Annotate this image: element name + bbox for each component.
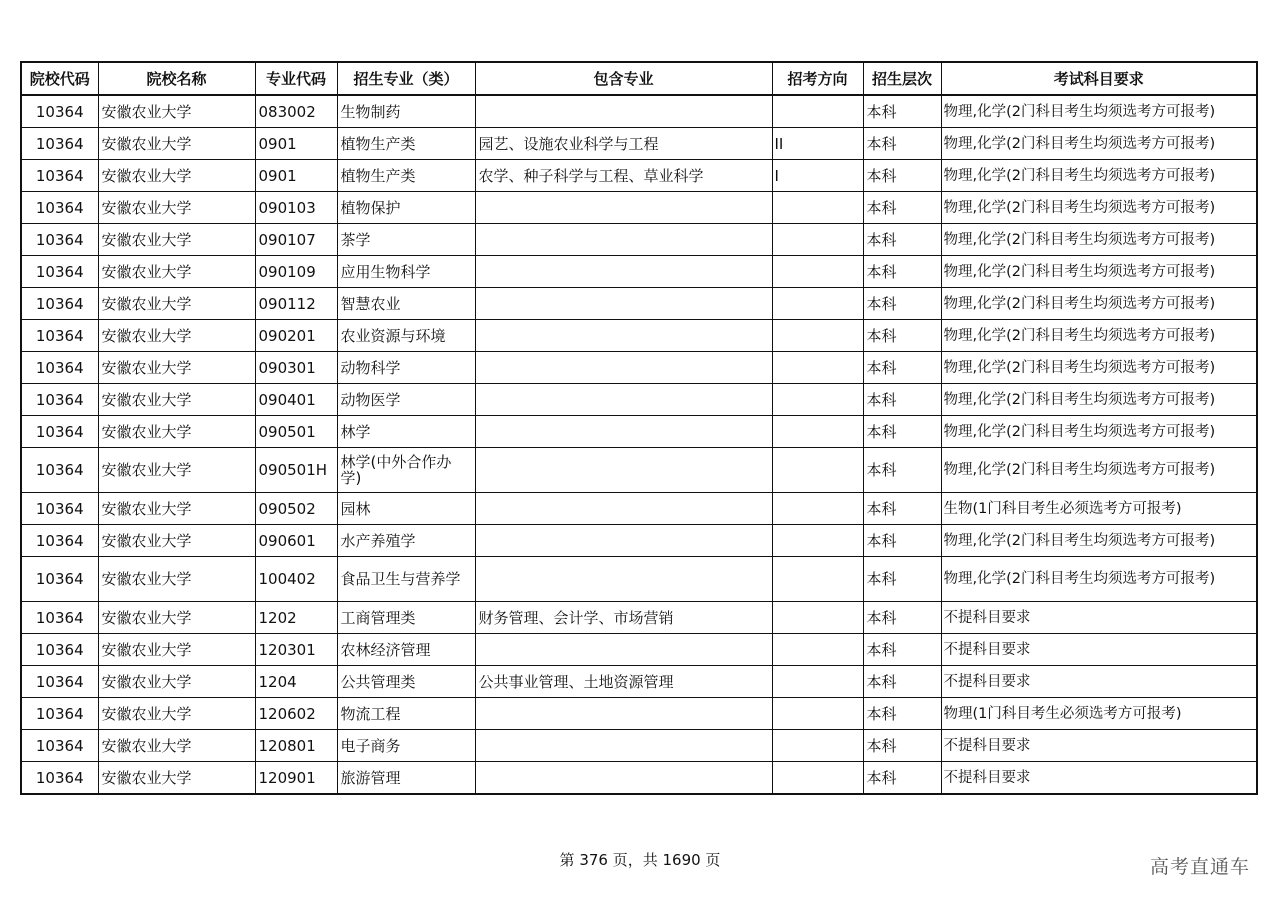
direction-cell	[772, 384, 863, 416]
school-code-cell: 10364	[21, 384, 98, 416]
level-cell: 本科	[863, 128, 941, 160]
major-name-cell: 旅游管理	[337, 762, 475, 795]
school-name-cell: 安徽农业大学	[98, 448, 255, 493]
school-name-cell: 安徽农业大学	[98, 95, 255, 128]
included-majors-cell	[475, 557, 772, 602]
school-code-cell: 10364	[21, 666, 98, 698]
school-code-cell: 10364	[21, 288, 98, 320]
school-code-cell: 10364	[21, 698, 98, 730]
included-majors-cell	[475, 634, 772, 666]
subject-requirement-cell: 物理,化学(2门科目考生均须选考方可报考)	[941, 95, 1257, 128]
school-name-cell: 安徽农业大学	[98, 557, 255, 602]
included-majors-cell: 农学、种子科学与工程、草业科学	[475, 160, 772, 192]
school-code-cell: 10364	[21, 557, 98, 602]
major-name-cell: 工商管理类	[337, 602, 475, 634]
major-code-cell: 090601	[255, 525, 337, 557]
major-code-cell: 1202	[255, 602, 337, 634]
included-majors-cell	[475, 730, 772, 762]
level-cell: 本科	[863, 256, 941, 288]
table-row	[21, 730, 1257, 762]
school-code-cell: 10364	[21, 493, 98, 525]
table-row	[21, 448, 1257, 493]
school-name-cell: 安徽农业大学	[98, 320, 255, 352]
subject-requirement-cell: 物理,化学(2门科目考生均须选考方可报考)	[941, 448, 1257, 493]
included-majors-cell: 公共事业管理、土地资源管理	[475, 666, 772, 698]
included-majors-cell	[475, 448, 772, 493]
school-name-cell: 安徽农业大学	[98, 493, 255, 525]
major-name-cell: 茶学	[337, 224, 475, 256]
school-name-cell: 安徽农业大学	[98, 256, 255, 288]
major-code-cell: 1204	[255, 666, 337, 698]
included-majors-cell	[475, 525, 772, 557]
major-code-cell: 090502	[255, 493, 337, 525]
subject-requirement-cell: 不提科目要求	[941, 730, 1257, 762]
level-cell: 本科	[863, 557, 941, 602]
major-code-cell: 090103	[255, 192, 337, 224]
included-majors-cell	[475, 698, 772, 730]
level-cell: 本科	[863, 762, 941, 795]
major-name-cell: 动物科学	[337, 352, 475, 384]
school-code-cell: 10364	[21, 602, 98, 634]
included-majors-cell	[475, 416, 772, 448]
table-row	[21, 256, 1257, 288]
table-row	[21, 666, 1257, 698]
subject-requirement-cell: 物理,化学(2门科目考生均须选考方可报考)	[941, 416, 1257, 448]
level-cell: 本科	[863, 192, 941, 224]
school-name-cell: 安徽农业大学	[98, 602, 255, 634]
school-code-cell: 10364	[21, 160, 98, 192]
school-code-cell: 10364	[21, 192, 98, 224]
direction-cell	[772, 192, 863, 224]
table-row	[21, 160, 1257, 192]
direction-cell	[772, 493, 863, 525]
major-name-cell: 物流工程	[337, 698, 475, 730]
major-code-cell: 090201	[255, 320, 337, 352]
major-name-cell: 农业资源与环境	[337, 320, 475, 352]
school-name-cell: 安徽农业大学	[98, 160, 255, 192]
subject-requirement-cell: 物理,化学(2门科目考生均须选考方可报考)	[941, 256, 1257, 288]
major-code-cell: 120602	[255, 698, 337, 730]
direction-cell	[772, 416, 863, 448]
direction-cell	[772, 602, 863, 634]
subject-requirement-cell: 不提科目要求	[941, 666, 1257, 698]
table-row	[21, 128, 1257, 160]
major-code-cell: 083002	[255, 95, 337, 128]
major-name-cell: 动物医学	[337, 384, 475, 416]
school-name-cell: 安徽农业大学	[98, 416, 255, 448]
included-majors-cell	[475, 320, 772, 352]
direction-cell	[772, 95, 863, 128]
major-code-cell: 090109	[255, 256, 337, 288]
school-name-cell: 安徽农业大学	[98, 224, 255, 256]
major-name-cell: 生物制药	[337, 95, 475, 128]
direction-cell	[772, 634, 863, 666]
direction-cell	[772, 288, 863, 320]
major-name-cell: 植物生产类	[337, 128, 475, 160]
header-included-majors: 包含专业	[475, 62, 772, 95]
header-school-name: 院校名称	[98, 62, 255, 95]
major-name-cell: 食品卫生与营养学	[337, 557, 475, 602]
major-code-cell: 0901	[255, 128, 337, 160]
table-row	[21, 224, 1257, 256]
direction-cell	[772, 320, 863, 352]
major-code-cell: 120801	[255, 730, 337, 762]
header-major-name: 招生专业（类）	[337, 62, 475, 95]
major-name-cell: 植物保护	[337, 192, 475, 224]
included-majors-cell	[475, 762, 772, 795]
school-name-cell: 安徽农业大学	[98, 192, 255, 224]
level-cell: 本科	[863, 95, 941, 128]
direction-cell	[772, 557, 863, 602]
school-name-cell: 安徽农业大学	[98, 128, 255, 160]
level-cell: 本科	[863, 416, 941, 448]
subject-requirement-cell: 物理,化学(2门科目考生均须选考方可报考)	[941, 128, 1257, 160]
table-row	[21, 634, 1257, 666]
included-majors-cell	[475, 493, 772, 525]
table-row	[21, 95, 1257, 128]
major-name-cell: 电子商务	[337, 730, 475, 762]
header-subject-requirement: 考试科目要求	[941, 62, 1257, 95]
table-row	[21, 698, 1257, 730]
subject-requirement-cell: 物理,化学(2门科目考生均须选考方可报考)	[941, 224, 1257, 256]
school-name-cell: 安徽农业大学	[98, 762, 255, 795]
direction-cell	[772, 448, 863, 493]
direction-cell	[772, 698, 863, 730]
major-name-cell: 园林	[337, 493, 475, 525]
school-code-cell: 10364	[21, 320, 98, 352]
subject-requirement-cell: 生物(1门科目考生必须选考方可报考)	[941, 493, 1257, 525]
direction-cell: II	[772, 128, 863, 160]
header-major-code: 专业代码	[255, 62, 337, 95]
level-cell: 本科	[863, 352, 941, 384]
included-majors-cell: 园艺、设施农业科学与工程	[475, 128, 772, 160]
subject-requirement-cell: 物理,化学(2门科目考生均须选考方可报考)	[941, 320, 1257, 352]
major-name-cell: 水产养殖学	[337, 525, 475, 557]
direction-cell	[772, 730, 863, 762]
majors-table	[20, 61, 1258, 795]
major-name-cell: 林学(中外合作办学)	[337, 448, 475, 493]
school-name-cell: 安徽农业大学	[98, 525, 255, 557]
table-row	[21, 288, 1257, 320]
subject-requirement-cell: 物理(1门科目考生必须选考方可报考)	[941, 698, 1257, 730]
included-majors-cell	[475, 384, 772, 416]
major-code-cell: 120301	[255, 634, 337, 666]
school-code-cell: 10364	[21, 95, 98, 128]
major-code-cell: 090112	[255, 288, 337, 320]
level-cell: 本科	[863, 666, 941, 698]
watermark: 高考直通车	[1149, 856, 1250, 878]
level-cell: 本科	[863, 384, 941, 416]
direction-cell	[772, 352, 863, 384]
included-majors-cell	[475, 224, 772, 256]
major-name-cell: 应用生物科学	[337, 256, 475, 288]
level-cell: 本科	[863, 448, 941, 493]
table-row	[21, 320, 1257, 352]
table-body	[21, 95, 1257, 794]
major-code-cell: 090401	[255, 384, 337, 416]
school-code-cell: 10364	[21, 525, 98, 557]
major-code-cell: 0901	[255, 160, 337, 192]
school-name-cell: 安徽农业大学	[98, 288, 255, 320]
subject-requirement-cell: 物理,化学(2门科目考生均须选考方可报考)	[941, 557, 1257, 602]
level-cell: 本科	[863, 493, 941, 525]
school-name-cell: 安徽农业大学	[98, 352, 255, 384]
major-name-cell: 智慧农业	[337, 288, 475, 320]
level-cell: 本科	[863, 224, 941, 256]
table-row	[21, 352, 1257, 384]
subject-requirement-cell: 物理,化学(2门科目考生均须选考方可报考)	[941, 384, 1257, 416]
included-majors-cell	[475, 288, 772, 320]
major-code-cell: 090301	[255, 352, 337, 384]
table-row	[21, 493, 1257, 525]
subject-requirement-cell: 物理,化学(2门科目考生均须选考方可报考)	[941, 288, 1257, 320]
included-majors-cell	[475, 192, 772, 224]
header-row	[21, 62, 1257, 95]
direction-cell	[772, 224, 863, 256]
level-cell: 本科	[863, 602, 941, 634]
major-code-cell: 090107	[255, 224, 337, 256]
school-code-cell: 10364	[21, 224, 98, 256]
school-code-cell: 10364	[21, 256, 98, 288]
subject-requirement-cell: 不提科目要求	[941, 762, 1257, 795]
level-cell: 本科	[863, 320, 941, 352]
included-majors-cell: 财务管理、会计学、市场营销	[475, 602, 772, 634]
header-direction: 招考方向	[772, 62, 863, 95]
table-row	[21, 416, 1257, 448]
major-name-cell: 林学	[337, 416, 475, 448]
subject-requirement-cell: 物理,化学(2门科目考生均须选考方可报考)	[941, 525, 1257, 557]
subject-requirement-cell: 物理,化学(2门科目考生均须选考方可报考)	[941, 160, 1257, 192]
school-code-cell: 10364	[21, 634, 98, 666]
header-level: 招生层次	[863, 62, 941, 95]
major-code-cell: 090501	[255, 416, 337, 448]
subject-requirement-cell: 物理,化学(2门科目考生均须选考方可报考)	[941, 352, 1257, 384]
direction-cell	[772, 762, 863, 795]
level-cell: 本科	[863, 160, 941, 192]
direction-cell: I	[772, 160, 863, 192]
major-name-cell: 植物生产类	[337, 160, 475, 192]
school-code-cell: 10364	[21, 416, 98, 448]
table-row	[21, 557, 1257, 602]
included-majors-cell	[475, 256, 772, 288]
direction-cell	[772, 666, 863, 698]
level-cell: 本科	[863, 634, 941, 666]
table-row	[21, 762, 1257, 795]
table-row	[21, 525, 1257, 557]
school-name-cell: 安徽农业大学	[98, 730, 255, 762]
included-majors-cell	[475, 95, 772, 128]
school-name-cell: 安徽农业大学	[98, 698, 255, 730]
school-code-cell: 10364	[21, 448, 98, 493]
level-cell: 本科	[863, 730, 941, 762]
subject-requirement-cell: 物理,化学(2门科目考生均须选考方可报考)	[941, 192, 1257, 224]
school-code-cell: 10364	[21, 352, 98, 384]
header-school-code: 院校代码	[21, 62, 98, 95]
page-number: 第 376 页，共 1690 页	[559, 851, 721, 869]
major-name-cell: 农林经济管理	[337, 634, 475, 666]
level-cell: 本科	[863, 698, 941, 730]
school-code-cell: 10364	[21, 762, 98, 795]
school-name-cell: 安徽农业大学	[98, 634, 255, 666]
subject-requirement-cell: 不提科目要求	[941, 602, 1257, 634]
subject-requirement-cell: 不提科目要求	[941, 634, 1257, 666]
school-code-cell: 10364	[21, 730, 98, 762]
direction-cell	[772, 525, 863, 557]
major-code-cell: 120901	[255, 762, 337, 795]
table-row	[21, 602, 1257, 634]
table-row	[21, 384, 1257, 416]
included-majors-cell	[475, 352, 772, 384]
direction-cell	[772, 256, 863, 288]
school-name-cell: 安徽农业大学	[98, 666, 255, 698]
major-code-cell: 100402	[255, 557, 337, 602]
school-code-cell: 10364	[21, 128, 98, 160]
table-row	[21, 192, 1257, 224]
level-cell: 本科	[863, 288, 941, 320]
school-name-cell: 安徽农业大学	[98, 384, 255, 416]
major-name-cell: 公共管理类	[337, 666, 475, 698]
major-code-cell: 090501H	[255, 448, 337, 493]
level-cell: 本科	[863, 525, 941, 557]
